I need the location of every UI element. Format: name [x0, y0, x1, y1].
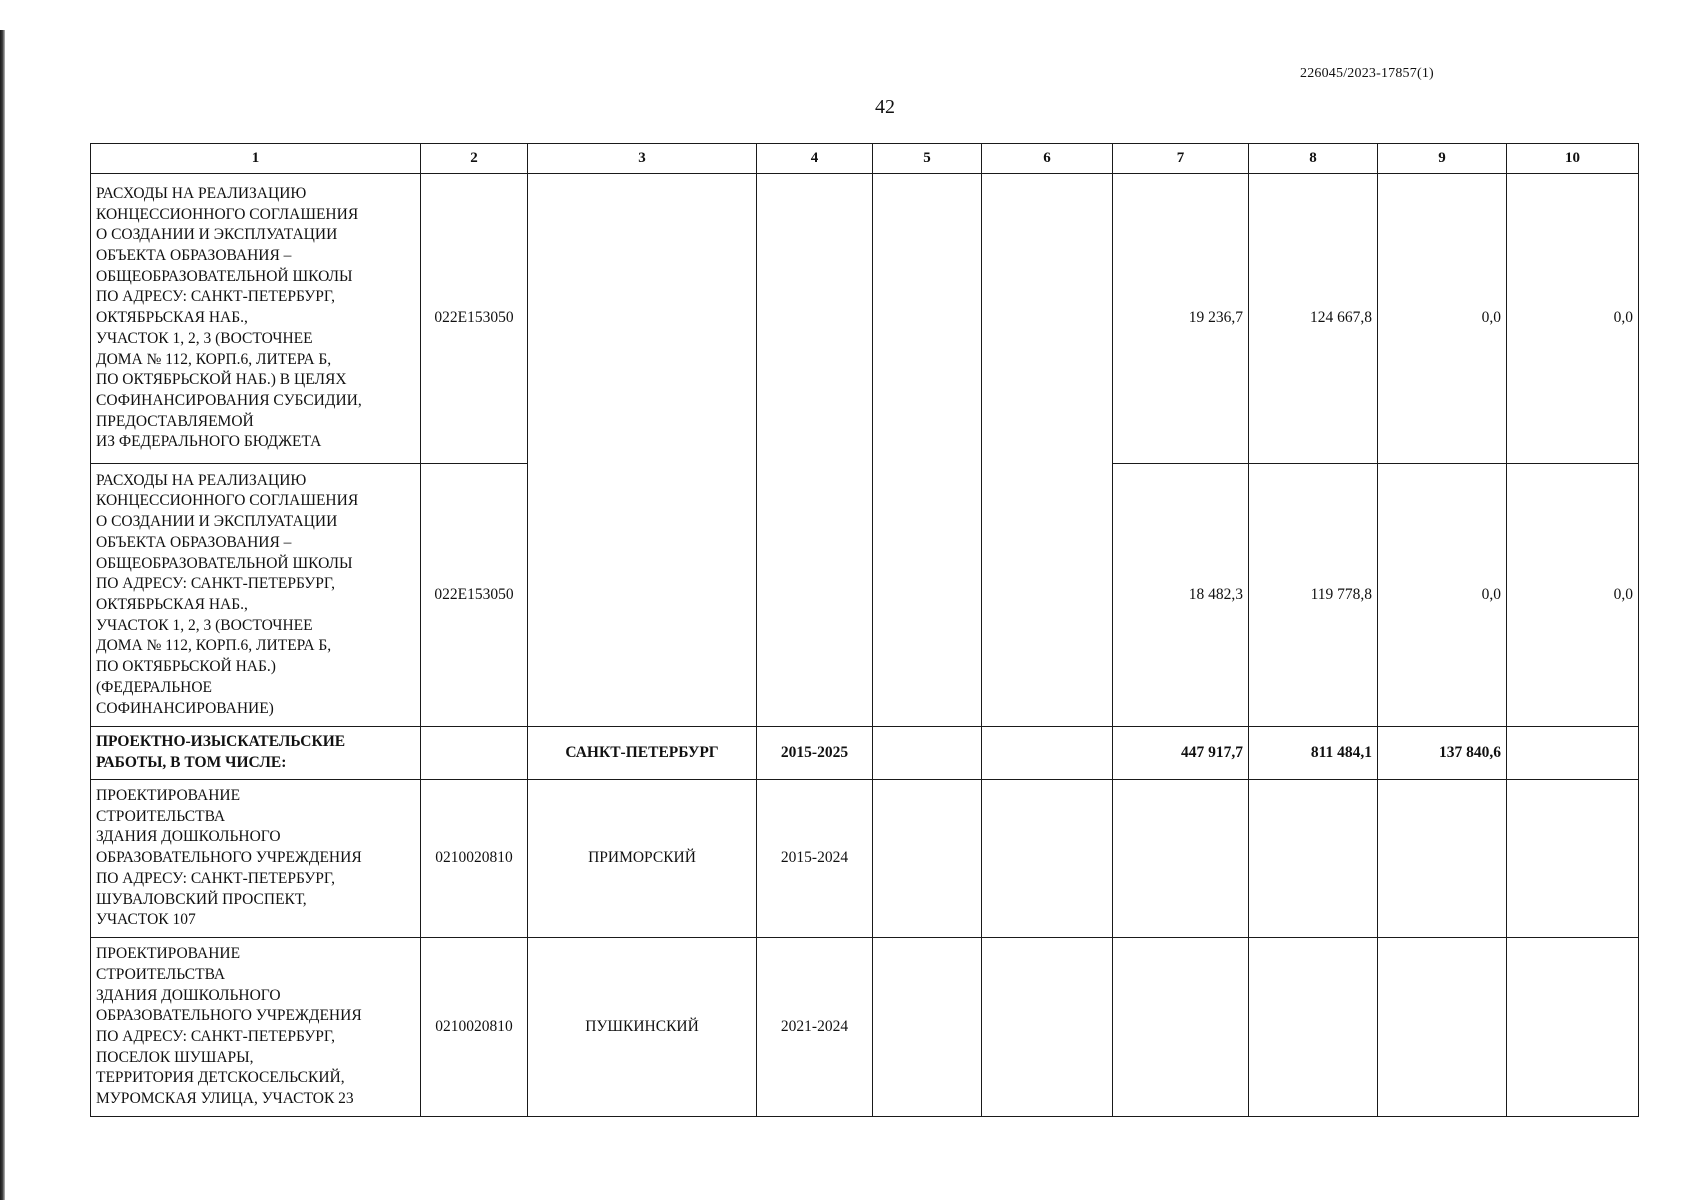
- district-cell: САНКТ-ПЕТЕРБУРГ: [528, 727, 757, 780]
- col10-value: 0,0: [1507, 464, 1639, 727]
- col5-cell: [873, 174, 982, 727]
- budget-code: [421, 727, 528, 780]
- col5-cell: [873, 727, 982, 780]
- col-header-2: 2: [421, 144, 528, 174]
- budget-code: 022Е153050: [421, 464, 528, 727]
- col7-value: [1113, 780, 1249, 938]
- item-name: ПРОЕКТНО-ИЗЫСКАТЕЛЬСКИЕ РАБОТЫ, В ТОМ ЧИСЛЕ:: [91, 727, 421, 780]
- col7-value: 447 917,7: [1113, 727, 1249, 780]
- col6-cell: [982, 727, 1113, 780]
- col9-value: [1378, 780, 1507, 938]
- col-header-4: 4: [757, 144, 873, 174]
- header-row: [91, 144, 1639, 174]
- col8-value: [1249, 780, 1378, 938]
- scan-edge: [0, 30, 5, 1200]
- page-number: 42: [875, 96, 895, 118]
- period-cell: [757, 174, 873, 727]
- table-row: [91, 727, 1639, 780]
- col10-value: [1507, 938, 1639, 1117]
- col-header-8: 8: [1249, 144, 1378, 174]
- col9-value: 0,0: [1378, 174, 1507, 464]
- col-header-6: 6: [982, 144, 1113, 174]
- col-header-10: 10: [1507, 144, 1639, 174]
- col10-value: [1507, 727, 1639, 780]
- col-header-1: 1: [91, 144, 421, 174]
- period-cell: 2015-2024: [757, 780, 873, 938]
- col5-cell: [873, 780, 982, 938]
- budget-table: [90, 143, 1639, 1117]
- budget-code: 0210020810: [421, 938, 528, 1117]
- col9-value: 137 840,6: [1378, 727, 1507, 780]
- col6-cell: [982, 938, 1113, 1117]
- district-cell: ПУШКИНСКИЙ: [528, 938, 757, 1117]
- period-cell: 2015-2025: [757, 727, 873, 780]
- col8-value: [1249, 938, 1378, 1117]
- item-name: РАСХОДЫ НА РЕАЛИЗАЦИЮ КОНЦЕССИОННОГО СОГЛАШЕНИЯ О СОЗДАНИИ И ЭКСПЛУАТАЦИИ ОБЪЕКТА ОБРАЗОВАНИЯ – ОБЩЕОБРАЗОВАТЕЛЬНОЙ ШКОЛЫ ПО АДРЕСУ: САНКТ-ПЕТЕРБУРГ, ОКТЯБРЬСКАЯ НАБ., УЧАСТОК 1, 2, 3 (ВОСТОЧНЕЕ ДОМА № 112, КОРП.6, ЛИТЕРА Б, ПО ОКТЯБРЬСКОЙ НАБ.) В ЦЕЛЯХ СОФИНАНСИРОВАНИЯ СУБСИДИИ, ПРЕДОСТАВЛЯЕМОЙ ИЗ ФЕДЕРАЛЬНОГО БЮДЖЕТА: [91, 174, 421, 464]
- col-header-7: 7: [1113, 144, 1249, 174]
- item-name: РАСХОДЫ НА РЕАЛИЗАЦИЮ КОНЦЕССИОННОГО СОГЛАШЕНИЯ О СОЗДАНИИ И ЭКСПЛУАТАЦИИ ОБЪЕКТА ОБРАЗОВАНИЯ – ОБЩЕОБРАЗОВАТЕЛЬНОЙ ШКОЛЫ ПО АДРЕСУ: САНКТ-ПЕТЕРБУРГ, ОКТЯБРЬСКАЯ НАБ., УЧАСТОК 1, 2, 3 (ВОСТОЧНЕЕ ДОМА № 112, КОРП.6, ЛИТЕРА Б, ПО ОКТЯБРЬСКОЙ НАБ.) (ФЕДЕРАЛЬНОЕ СОФИНАНСИРОВАНИЕ): [91, 464, 421, 727]
- table-row: [91, 938, 1639, 1117]
- col9-value: [1378, 938, 1507, 1117]
- col-header-9: 9: [1378, 144, 1507, 174]
- col7-value: 19 236,7: [1113, 174, 1249, 464]
- col-header-3: 3: [528, 144, 757, 174]
- table-row: [91, 780, 1639, 938]
- item-name: ПРОЕКТИРОВАНИЕ СТРОИТЕЛЬСТВА ЗДАНИЯ ДОШКОЛЬНОГО ОБРАЗОВАТЕЛЬНОГО УЧРЕЖДЕНИЯ ПО АДРЕСУ: САНКТ-ПЕТЕРБУРГ, ШУВАЛОВСКИЙ ПРОСПЕКТ, УЧАСТОК 107: [91, 780, 421, 938]
- district-cell: ПРИМОРСКИЙ: [528, 780, 757, 938]
- col8-value: 811 484,1: [1249, 727, 1378, 780]
- col7-value: 18 482,3: [1113, 464, 1249, 727]
- budget-code: 022Е153050: [421, 174, 528, 464]
- col7-value: [1113, 938, 1249, 1117]
- col6-cell: [982, 174, 1113, 727]
- col-header-5: 5: [873, 144, 982, 174]
- col9-value: 0,0: [1378, 464, 1507, 727]
- period-cell: 2021-2024: [757, 938, 873, 1117]
- budget-code: 0210020810: [421, 780, 528, 938]
- col10-value: 0,0: [1507, 174, 1639, 464]
- table-row: [91, 174, 1639, 464]
- district-cell: [528, 174, 757, 727]
- col10-value: [1507, 780, 1639, 938]
- item-name: ПРОЕКТИРОВАНИЕ СТРОИТЕЛЬСТВА ЗДАНИЯ ДОШКОЛЬНОГО ОБРАЗОВАТЕЛЬНОГО УЧРЕЖДЕНИЯ ПО АДРЕСУ: САНКТ-ПЕТЕРБУРГ, ПОСЕЛОК ШУШАРЫ, ТЕРРИТОРИЯ ДЕТСКОСЕЛЬСКИЙ, МУРОМСКАЯ УЛИЦА, УЧАСТОК 23: [91, 938, 421, 1117]
- col8-value: 124 667,8: [1249, 174, 1378, 464]
- col8-value: 119 778,8: [1249, 464, 1378, 727]
- col6-cell: [982, 780, 1113, 938]
- col5-cell: [873, 938, 982, 1117]
- document-number: 226045/2023-17857(1): [1300, 66, 1434, 81]
